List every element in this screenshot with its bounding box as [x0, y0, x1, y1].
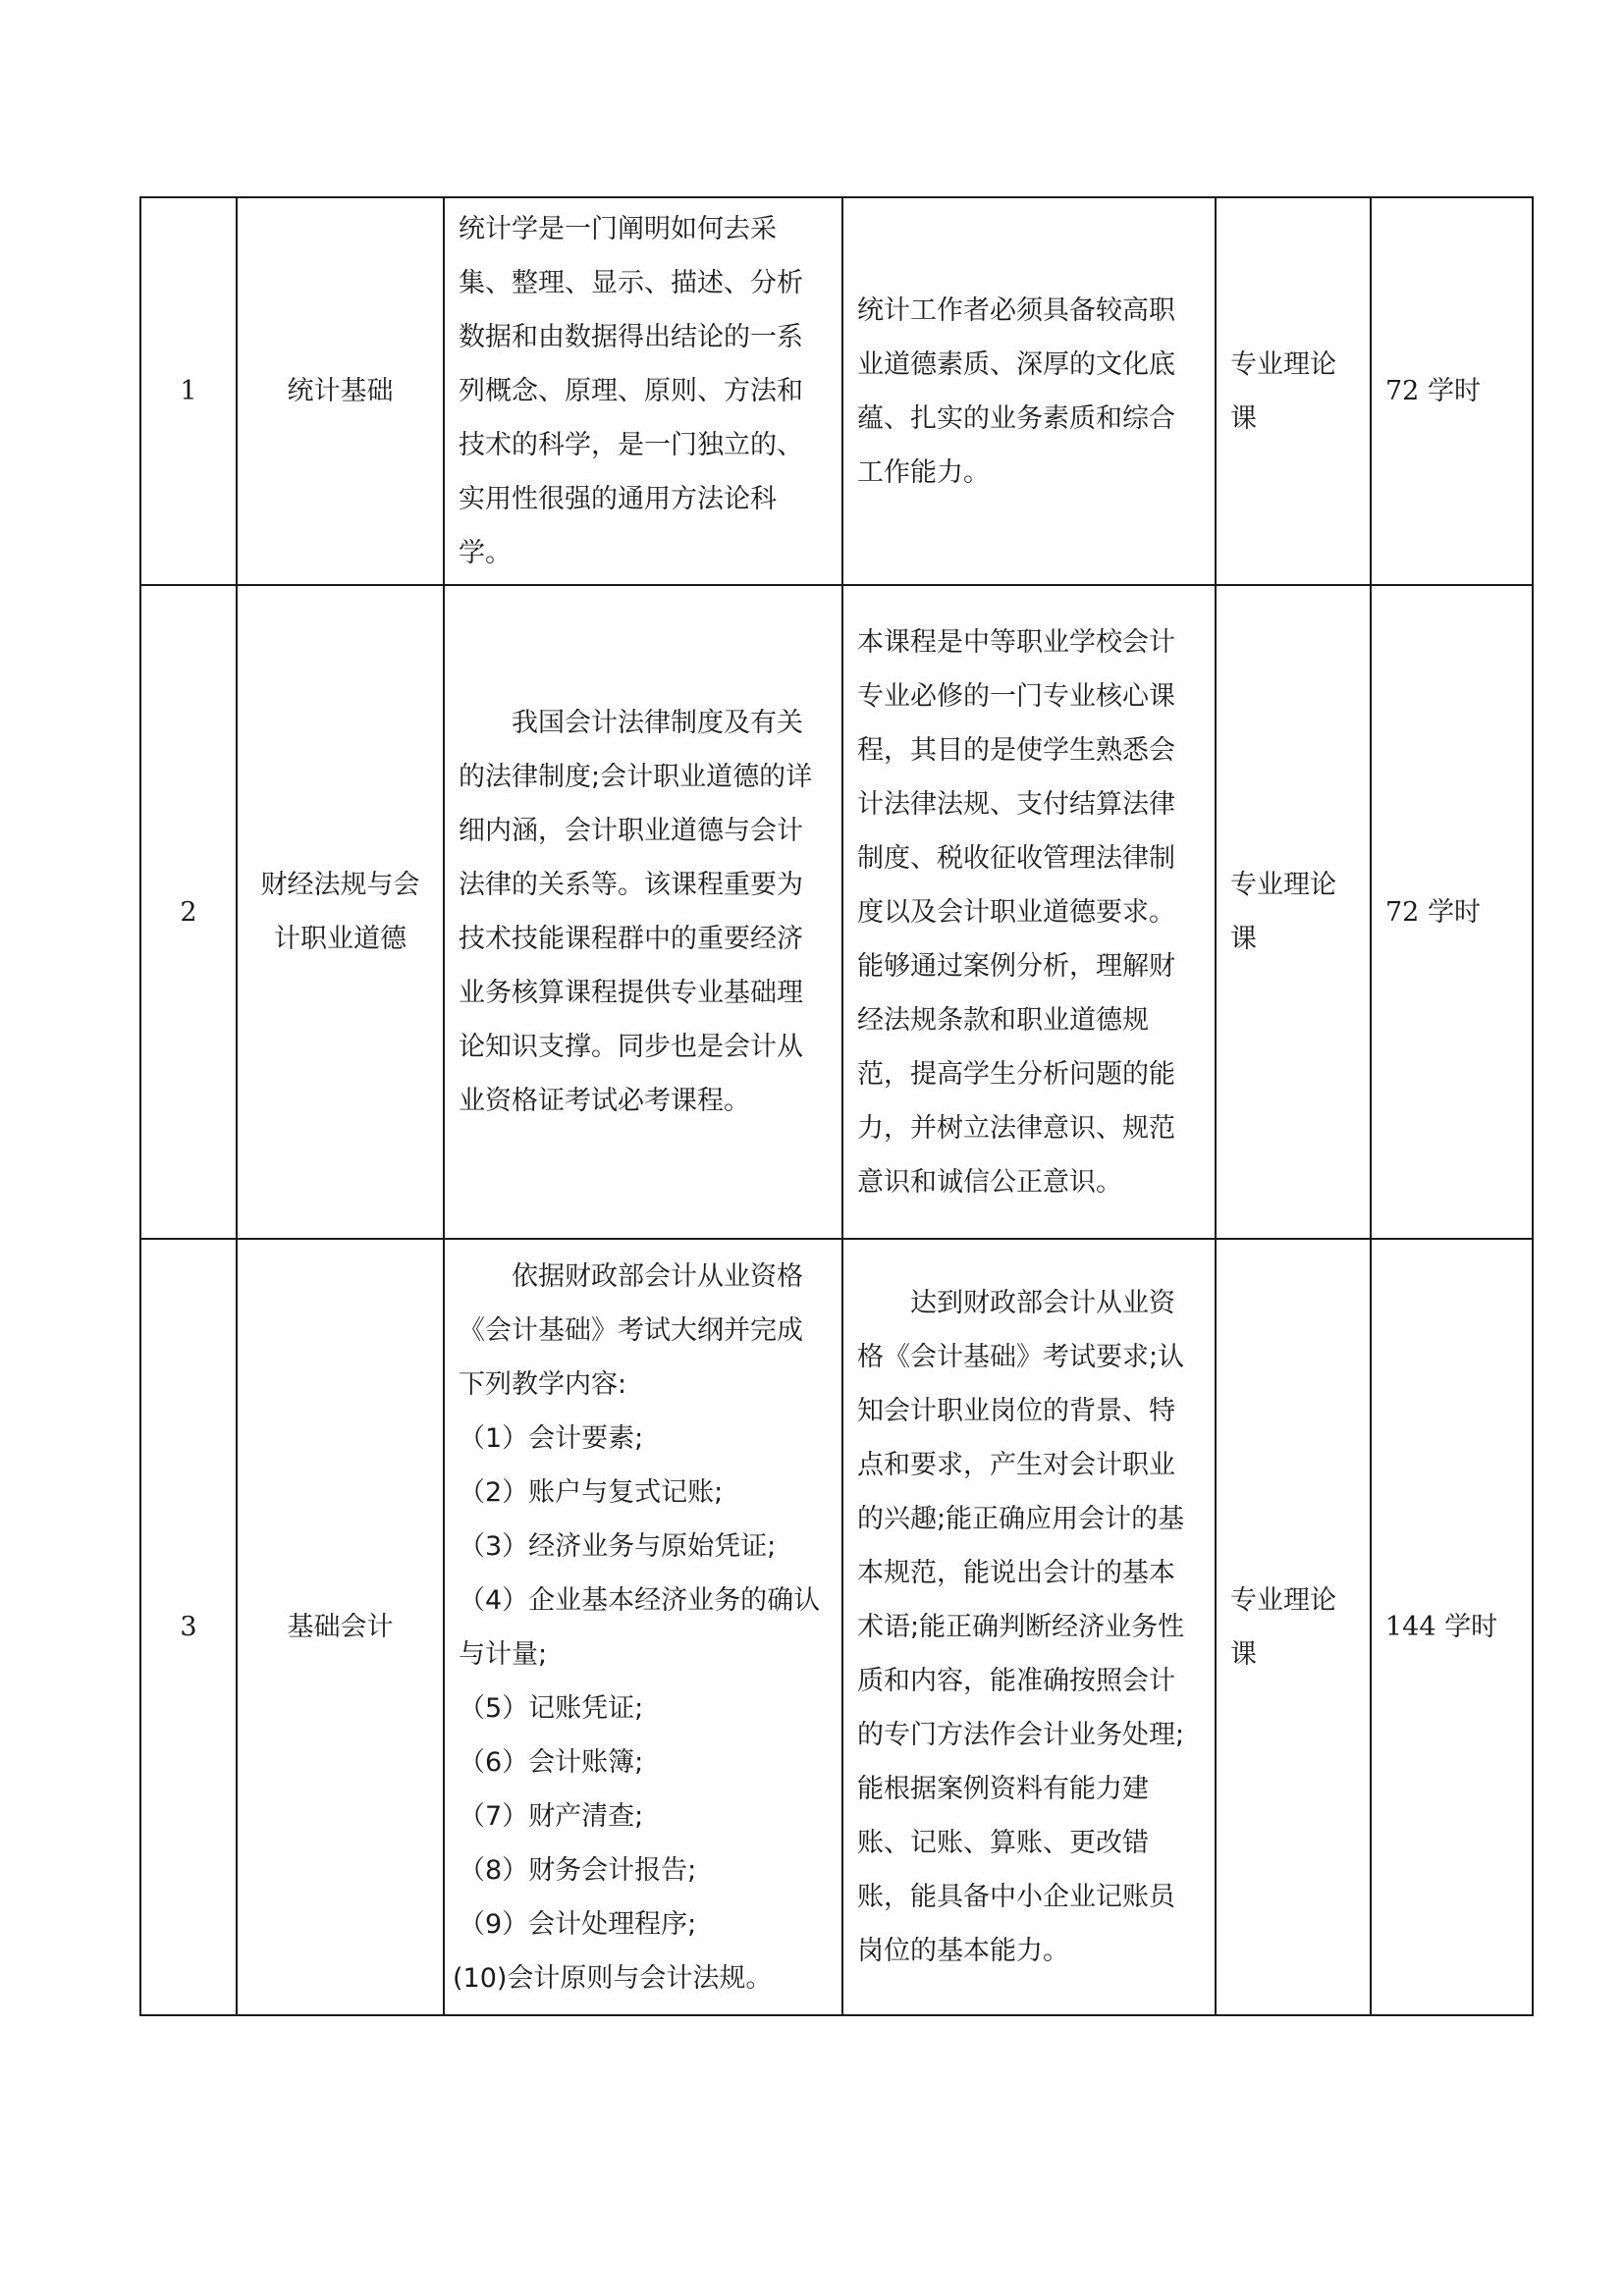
- row-number: 2: [140, 585, 237, 1239]
- course-content-intro: 依据财政部会计从业资格《会计基础》考试大纲并完成下列教学内容:: [459, 1260, 803, 1400]
- course-name: 基础会计: [237, 1239, 444, 2015]
- course-hours: [1371, 1239, 1533, 2015]
- table-row: [140, 197, 1533, 585]
- content-list-item: （3）经济业务与原始凭证;: [459, 1530, 777, 1562]
- content-list-item: （2）账户与复式记账;: [459, 1476, 724, 1508]
- course-goal: [842, 197, 1216, 585]
- course-content: [444, 197, 842, 585]
- content-list-item: （7）财产清查;: [459, 1800, 644, 1832]
- content-list-item: （4）企业基本经济业务的确认与计量;: [459, 1584, 821, 1670]
- course-type: 专业理论课: [1216, 197, 1371, 585]
- content-list-item: （5）记账凭证;: [459, 1692, 644, 1724]
- course-goal-text: 统计工作者必须具备较高职业道德素质、深厚的文化底蕴、扎实的业务素质和综合工作能力。: [857, 294, 1175, 488]
- course-content: [444, 585, 842, 1239]
- course-table: [139, 196, 1534, 2016]
- row-number: 3: [140, 1239, 237, 2015]
- hours-unit: 学时: [1444, 1612, 1498, 1642]
- hours-unit: 学时: [1427, 896, 1481, 928]
- course-goal: [842, 585, 1216, 1239]
- course-goal-text: 本课程是中等职业学校会计专业必修的一门专业核心课程，其目的是使学生熟悉会计法律法规、支付结算法律制度、税收征收管理法律制度以及会计职业道德要求。能够通过案例分析，理解财经法规条款和职业道德规范，提高学生分析问题的能力，并树立法律意识、规范意识和诚信公正意识。: [857, 626, 1175, 1198]
- hours-number: 144: [1385, 1612, 1436, 1642]
- content-list-item: （8）财务会计报告;: [459, 1854, 697, 1886]
- content-list-item: （9）会计处理程序;: [459, 1908, 697, 1940]
- course-goal: [842, 1239, 1216, 2015]
- course-content: [444, 1239, 842, 2015]
- course-goal-text: 达到财政部会计从业资格《会计基础》考试要求;认知会计职业岗位的背景、特点和要求，产生对会计职业的兴趣;能正确应用会计的基本规范，能说出会计的基本术语;能正确判断经济业务性质和内容，能准确按照会计的专门方法作会计业务处理;能根据案例资料有能力建账、记账、算账、更改错账，能具备中小企业记账员岗位的基本能力。: [857, 1288, 1185, 1966]
- row-number: 1: [140, 197, 237, 585]
- hours-unit: 学时: [1427, 376, 1481, 406]
- course-name: 统计基础: [237, 197, 444, 585]
- course-content-text: 统计学是一门阐明如何去采集、整理、显示、描述、分析数据和由数据得出结论的一系列概念、原理、原则、方法和技术的科学，是一门独立的、实用性很强的通用方法论科学。: [459, 214, 803, 568]
- table-row: [140, 585, 1533, 1239]
- hours-number: 72: [1385, 376, 1420, 406]
- content-list-item: （1）会计要素;: [459, 1422, 644, 1454]
- course-hours: [1371, 197, 1533, 585]
- course-content-text: 我国会计法律制度及有关的法律制度;会计职业道德的详细内涵，会计职业道德与会计法律的关系等。该课程重要为技术技能课程群中的重要经济业务核算课程提供专业基础理论知识支撑。同步也是会计从业资格证考试必考课程。: [459, 708, 813, 1116]
- content-list-item: (10)会计原则与会计法规。: [453, 1962, 773, 1994]
- course-name: 财经法规与会计职业道德: [237, 585, 444, 1239]
- table-row: [140, 1239, 1533, 2015]
- course-type: 专业理论课: [1216, 585, 1371, 1239]
- course-type: 专业理论课: [1216, 1239, 1371, 2015]
- course-hours: [1371, 585, 1533, 1239]
- hours-number: 72: [1385, 896, 1420, 928]
- content-list-item: （6）会计账簿;: [459, 1746, 644, 1778]
